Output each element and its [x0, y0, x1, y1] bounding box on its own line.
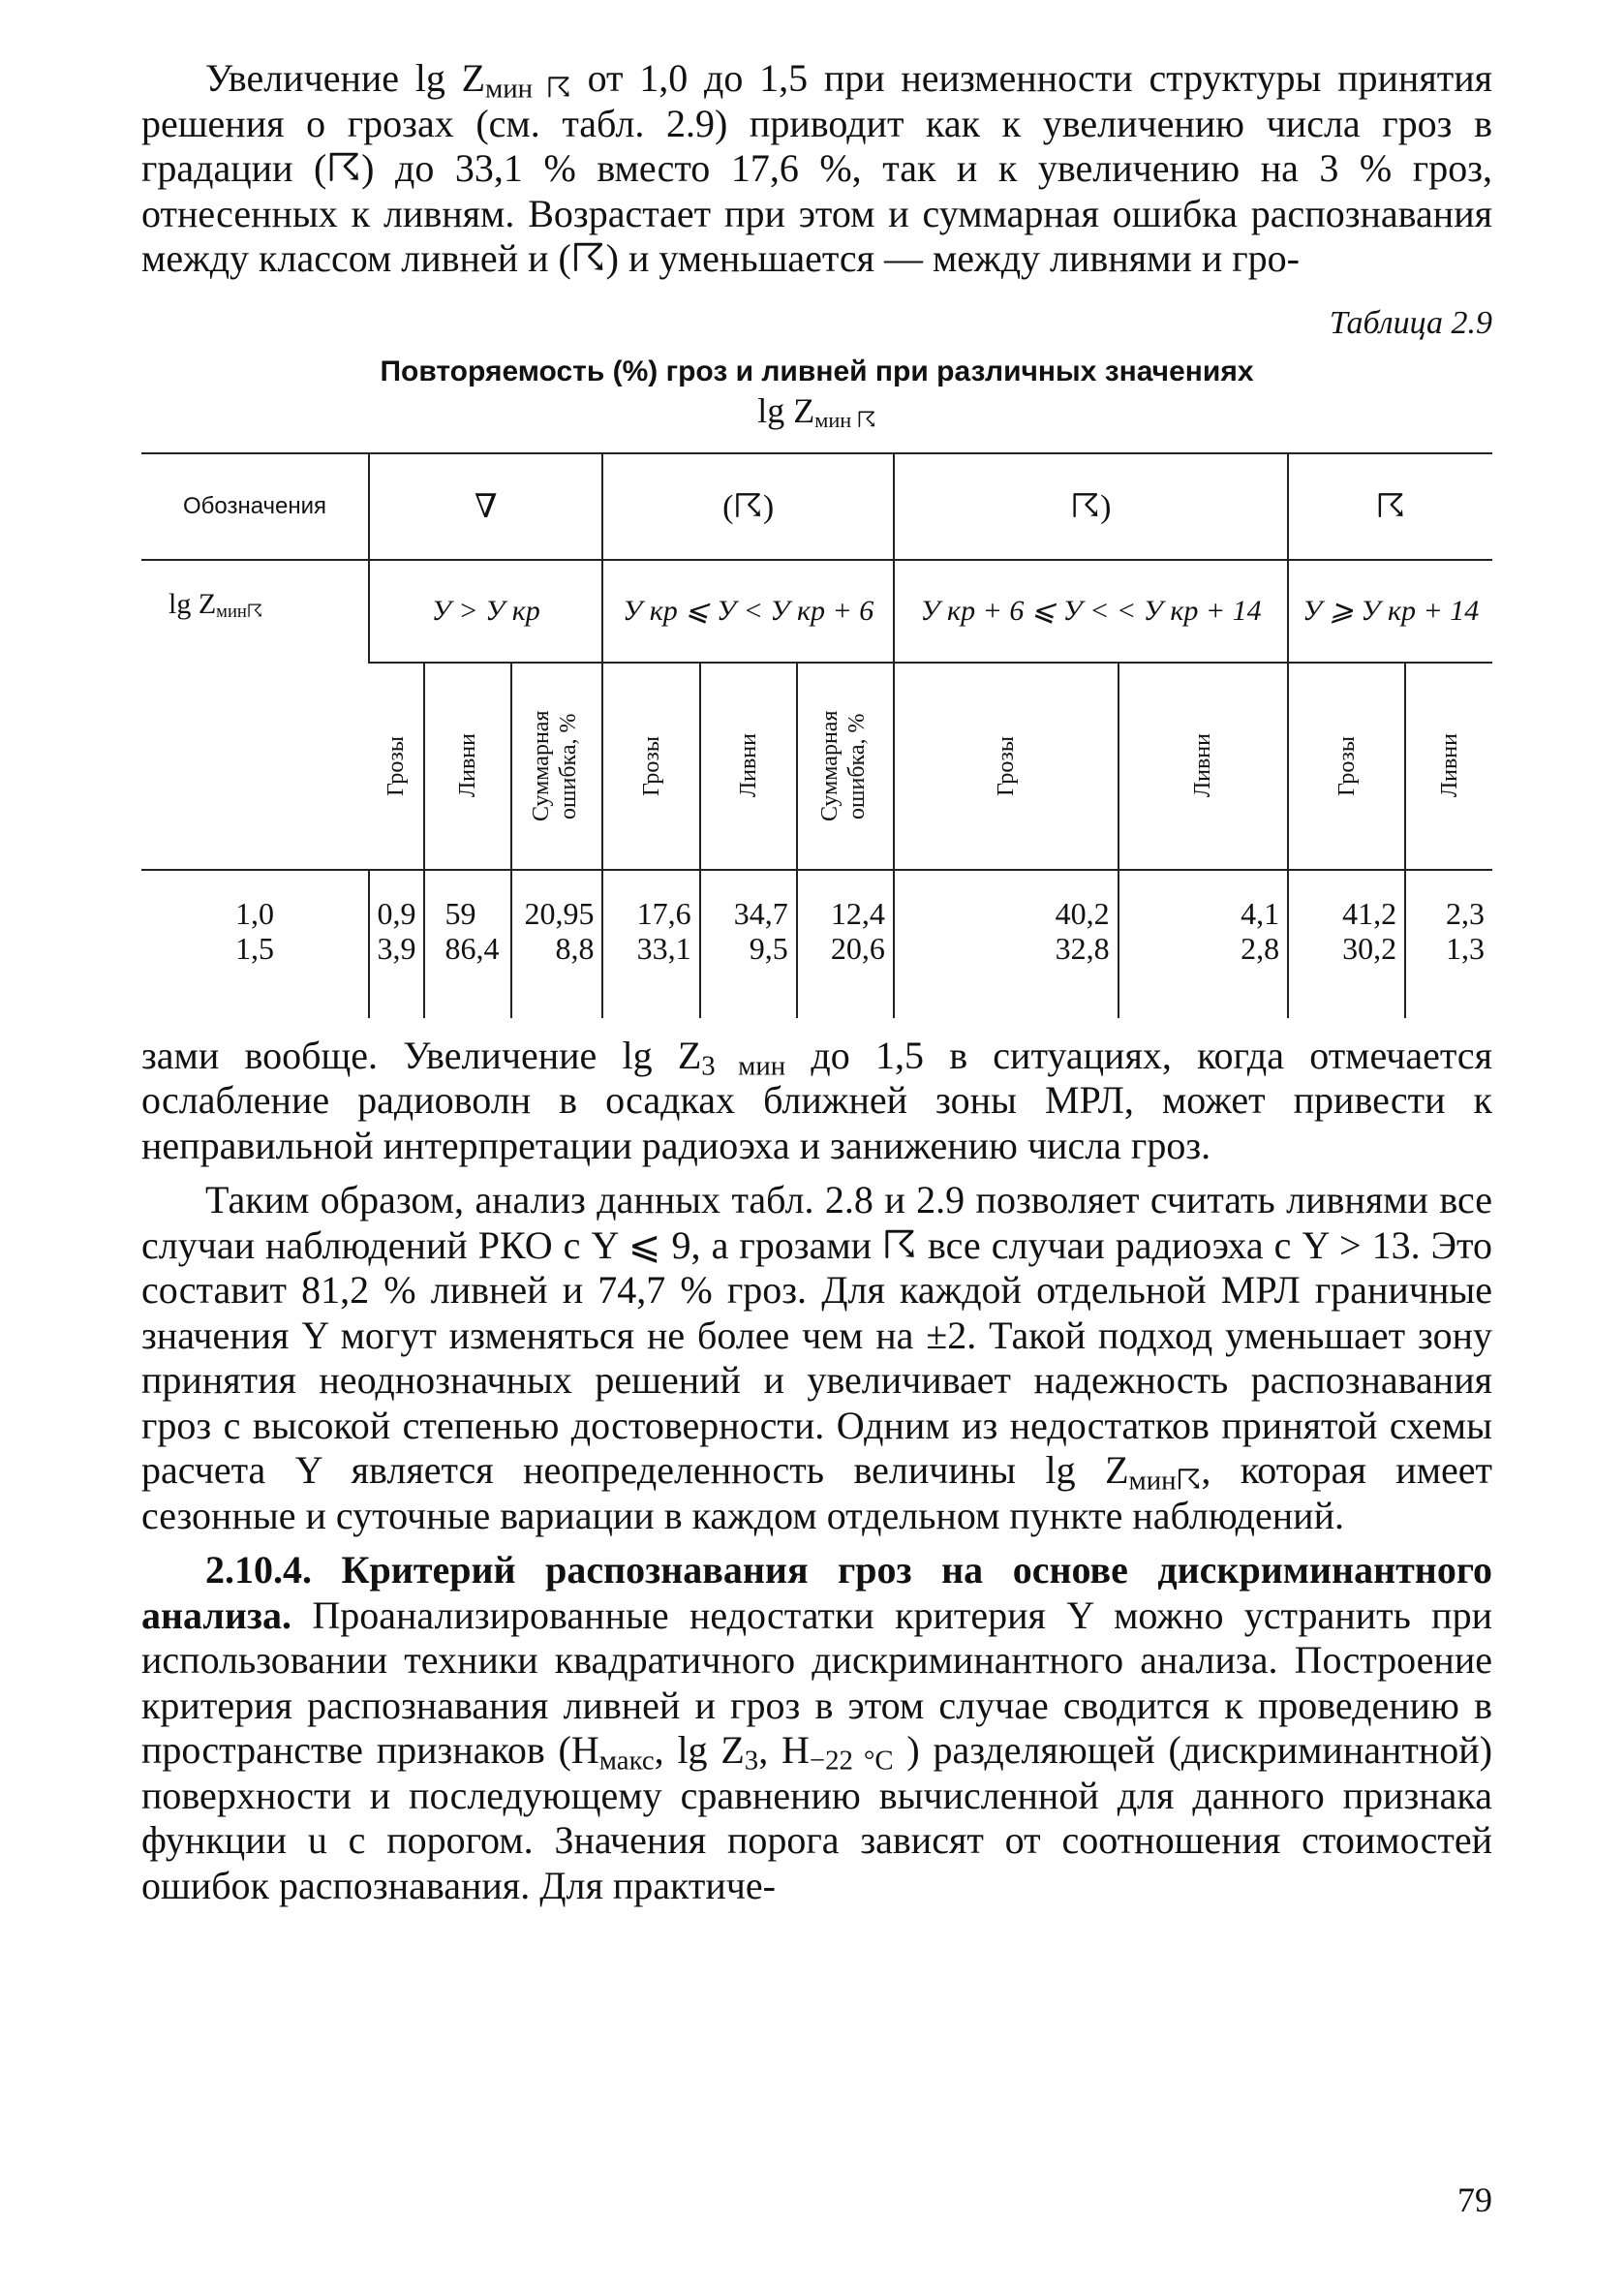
table-cell: 34,7 9,5 [700, 870, 797, 1018]
group-condition-2: У кр ⩽ У < У кр + 6 [602, 560, 893, 663]
table-header-conditions [141, 560, 1492, 663]
group-condition-1: У > У кр [369, 560, 602, 663]
group-symbol-4: ☈ [1288, 453, 1492, 560]
data-table [141, 452, 1492, 1018]
group-symbol-3: ☈) [894, 453, 1288, 560]
col-header: Ливни [700, 663, 797, 870]
col-header: Ливни [1405, 663, 1492, 870]
paragraph-1: Увеличение $\lg Z_{мин ☈}$ от 1,0 до 1,5 при неизменности структуры принятия решения о грозах (см. табл. 2.9) приводит как к увеличению числа гроз в градации (☈) до 33,1 % вместо 17,6 %, так и к увеличению на 3 % гроз, отнесенных к ливням. Возрастает при этом и суммарная ошибка распознавания между классом ливней и (☈) и уменьшается — между ливнями и гро- [141, 56, 1493, 280]
col-header: Ливни [424, 663, 511, 870]
header-designations: Обозначения [141, 453, 369, 560]
table-cell: 41,2 30,2 [1288, 870, 1405, 1018]
table-cell: 20,95 8,8 [511, 870, 602, 1018]
table-label: Таблица 2.9 [1329, 304, 1492, 341]
col-header: Грозы [894, 663, 1118, 870]
table-cell: 59 86,4 [424, 870, 511, 1018]
col-header: Грозы [602, 663, 699, 870]
paragraph-3: Таким образом, анализ данных табл. 2.8 и 2.9 позволяет считать ливнями все случаи наблюдений РКО с Y ⩽ 9, а грозами ☈ все случаи радиоэха с Y > 13. Это составит 81,2 % ливней и 74,7 % гроз. Для каждой отдельной МРЛ граничные значения Y могут изменяться не более чем на ±2. Такой подход уменьшает зону принятия неоднозначных решений и увеличивает надежность распознавания гроз с высокой степенью достоверности. Одним из недостатков принятой схемы расчета Y является неопределенность величины $\lg Z_{мин☈}$, которая имеет сезонные и суточные вариации в каждом отдельном пункте наблюдений. [141, 1178, 1493, 1537]
group-symbol-2: (☈) [602, 453, 893, 560]
group-condition-4: У ⩾ У кр + 14 [1288, 560, 1492, 663]
table-cell: 40,2 32,8 [894, 870, 1118, 1018]
table-title-formula: lg Zмин ☈ [757, 390, 876, 432]
table-body [141, 870, 1492, 1018]
table-header-symbols [141, 453, 1492, 560]
paragraph-4: 2.10.4. Критерий распознавания гроз на основе дискриминантного анализа. Проанализированные недостатки критерия Y можно устранить при использовании техники квадратичного дискриминантного анализа. Построение критерия распознавания ливней и гроз в этом случае сводится к проведению в пространстве признаков ($H_{макс}$, $\lg Z_3$, $H_{-22 ^\circ C}$ ) разделяющей (дискриминантной) поверхности и последующему сравнению вычисленной для данного признака функции u с порогом. Значения порога зависят от соотношения стоимостей ошибок распознавания. Для практиче- [141, 1548, 1493, 1907]
table-cell: 4,1 2,8 [1118, 870, 1289, 1018]
group-symbol-1: ∇ [369, 453, 602, 560]
table-cell: 17,6 33,1 [602, 870, 699, 1018]
table-cell: 12,4 20,6 [797, 870, 894, 1018]
col-header: Суммарная ошибка, % [511, 663, 602, 870]
page-content [141, 56, 1492, 1908]
col-header: Грозы [1288, 663, 1405, 870]
row-label-header: lg Zмин☈ [141, 560, 369, 870]
page-number: 79 [1457, 2180, 1492, 2219]
col-header: Суммарная ошибка, % [797, 663, 894, 870]
cell-lg: 1,0 1,5 [235, 895, 274, 966]
paragraph-2: зами вообще. Увеличение $\lg Z_{3 мин}$ до 1,5 в ситуациях, когда отмечается ослабление радиоволн в осадках ближней зоны МРЛ, может привести к неправильной интерпретации радиоэха и занижению числа гроз. [141, 1033, 1493, 1167]
table-title: Повторяемость (%) гроз и ливней при различных значениях [380, 355, 1254, 387]
table-cell: 0,9 3,9 [369, 870, 424, 1018]
group-condition-3: У кр + 6 ⩽ У < < У кр + 14 [894, 560, 1288, 663]
section-heading: 2.10.4. Критерий распознавания гроз на основе дискриминантного анализа. [141, 1548, 1492, 1637]
col-header: Ливни [1118, 663, 1289, 870]
col-header: Грозы [369, 663, 424, 870]
table-cell: 2,3 1,3 [1405, 870, 1492, 1018]
